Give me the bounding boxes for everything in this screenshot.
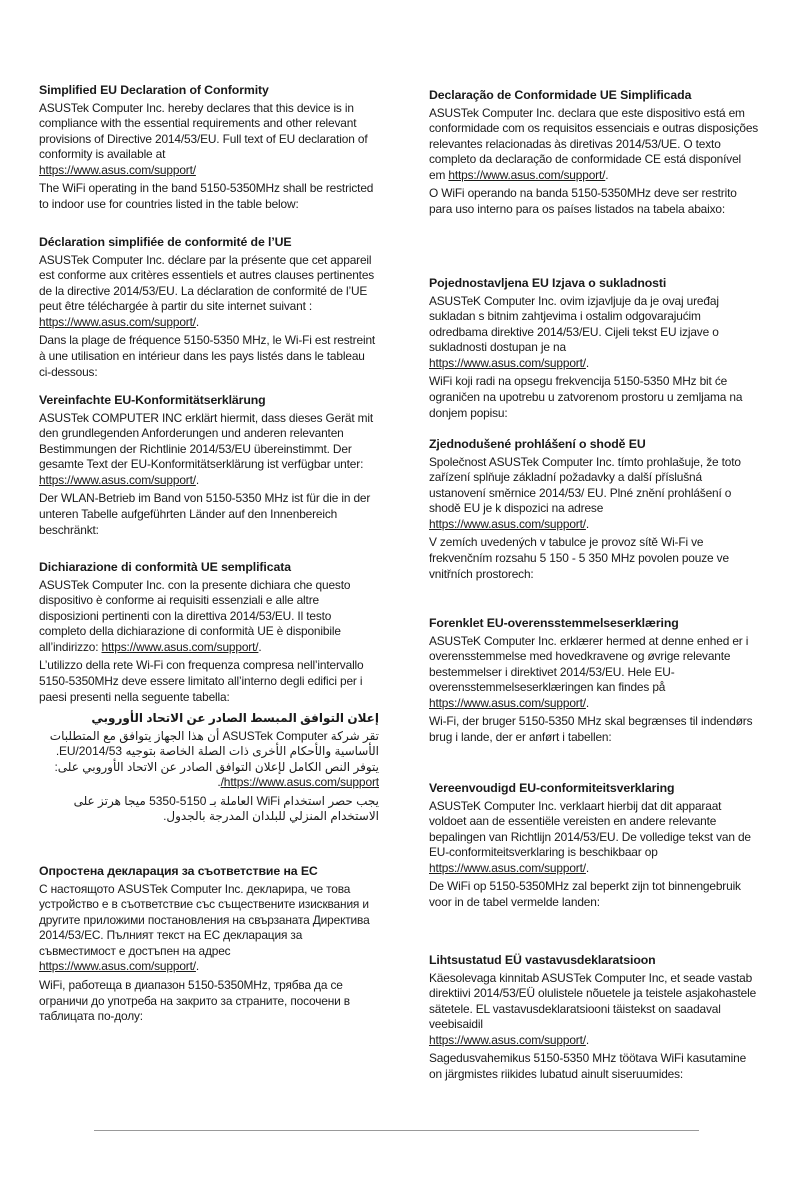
section-body: ASUSTek COMPUTER INC erklärt hiermit, dass dieses Gerät mit den grundlegenden Anforderungen und anderen relevanten Bestimmungen der Richtlinie 2014/53/EU übereinstimmt. Der gesamte Text der EU-Konformitätserklärung ist verfügbar unter: https://www.asus.com/support/. [39,410,374,487]
section-body: ASUSTek Computer Inc. hereby declares that this device is in compliance with the essential requirements and other relevant provisions of Directive 2014/53/EU. Full text of EU declaration of conformity is available at https://www.asus.com/support/ [39,100,368,177]
section-croatian [429,276,759,424]
band-restriction-text: De WiFi op 5150-5350MHz zal beperkt zijn tot binnengebruik voor in de tabel vermelde landen: [429,879,741,910]
section-title: Simplified EU Declaration of Conformity [39,83,269,97]
support-link[interactable]: https://www.asus.com/support/ [39,472,196,487]
section-title: Опростена декларация за съответствие на ЕС [39,864,318,878]
section-body: С настоящото ASUSTek Computer Inc. декларира, че това устройство е в съответствие със съществените изисквания и другите приложими постановления на свързаната Директива 2014/53/ЕС. Пълният текст на ЕС декларация за съвместимост е достъпен на адрес https://www.asus.com/support/. [39,881,370,974]
footer-divider [94,1130,699,1131]
band-restriction-text: L’utilizzo della rete Wi-Fi con frequenza compresa nell’intervallo 5150-5350MHz deve essere limitato all’interno degli edifici per i paesi presenti nella seguente tabella: [39,658,364,704]
support-link[interactable]: https://www.asus.com/support/ [220,775,379,790]
band-restriction-text: Der WLAN-Betrieb im Band von 5150-5350 MHz ist für die in der unteren Tabelle aufgeführten Länder auf den Innenbereich beschränkt: [39,491,371,537]
section-title: Declaração de Conformidade UE Simplificada [429,88,692,102]
section-title: Zjednodušené prohlášení o shodě EU [429,437,646,451]
band-restriction-text: WiFi koji radi na opsegu frekvencija 5150-5350 MHz bit će ograničen na upotrebu u zatvorenom prostoru u zemljama na donjem popisu: [429,374,743,420]
section-title: إعلان التوافق المبسط الصادر عن الاتحاد الأوروبي [91,711,379,725]
section-body: ASUSTek Computer Inc. déclare par la présente que cet appareil est conforme aux critères essentiels et autres clauses pertinentes de la directive 2014/53/EU. La déclaration de conformité de l’UE peut être téléchargée à partir du site internet suivant : https://www.asus.com/support/. [39,252,375,329]
section-title: Vereenvoudigd EU-conformiteitsverklaring [429,781,675,795]
band-restriction-text: يجب حصر استخدام WiFi العاملة بـ 5150-5350 ميجا هرتز على الاستخدام المنزلي للبلدان المدرجة بالجدول. [73,793,379,824]
section-danish [429,616,759,749]
band-restriction-text: WiFi, работеща в диапазон 5150-5350MHz, трябва да се ограничи до употреба на закрито за страните, посочени в таблицата по-долу: [39,978,350,1024]
support-link[interactable]: https://www.asus.com/support/ [448,167,606,182]
section-dutch [429,781,759,914]
section-title: Pojednostavljena EU Izjava o sukladnosti [429,276,667,290]
support-link[interactable]: https://www.asus.com/support/ [101,639,259,654]
section-portuguese [429,88,759,221]
section-french [39,235,379,383]
section-arabic [39,711,379,828]
section-title: Forenklet EU-overensstemmelseserklæring [429,616,679,630]
support-link[interactable]: https://www.asus.com/support/ [429,695,586,710]
section-body: ASUSTeK Computer Inc. erklærer hermed at denne enhed er i overensstemmelse med hovedkravene og øvrige relevante bestemmelser i direktivet 2014/53/EU. Hele EU-overensstemmelseserklæringen kan findes på https://www.asus.com/support/. [429,633,749,710]
support-link[interactable]: https://www.asus.com/support/ [39,162,196,177]
section-title: Vereinfachte EU-Konformitätserklärung [39,393,266,407]
section-body: ASUSTeK Computer Inc. ovim izjavljuje da je ovaj uređaj sukladan s bitnim zahtjevima i ostalim odgovarajućim odredbama direktive 2014/53/EU. Cijeli tekst EU izjave o sukladnosti dostupan je na https://www.asus.com/support/. [429,293,719,370]
section-body: ASUSTek Computer Inc. con la presente dichiara che questo dispositivo è conforme ai requisiti essenziali e alle altre disposizioni pertinenti con la direttiva 2014/53/EU. Il testo completo della dichiarazione di conformità UE è disponibile all’indirizzo: https://www.asus.com/support/. [39,577,351,654]
band-restriction-text: O WiFi operando na banda 5150-5350MHz deve ser restrito para uso interno para os países listados na tabela abaixo: [429,186,737,217]
section-german [39,393,379,541]
support-link[interactable]: https://www.asus.com/support/ [39,959,196,974]
support-link[interactable]: https://www.asus.com/support/ [429,1032,586,1047]
support-link[interactable]: https://www.asus.com/support/ [429,355,586,370]
section-title: Lihtsustatud EÜ vastavusdeklaratsioon [429,953,656,967]
section-italian [39,560,379,708]
section-czech [429,437,759,585]
support-link[interactable]: https://www.asus.com/support/ [429,516,586,531]
support-link[interactable]: https://www.asus.com/support/ [39,314,196,329]
band-restriction-text: The WiFi operating in the band 5150-5350MHz shall be restricted to indoor use for countries listed in the table below: [39,181,374,212]
section-english [39,83,379,216]
section-body: ASUSTeK Computer Inc. verklaart hierbij dat dit apparaat voldoet aan de essentiële vereisten en andere relevante bepalingen van Richtlijn 2014/53/EU. De volledige tekst van de EU-conformiteitsverklaring is beschikbaar op https://www.asus.com/support/. [429,798,751,875]
section-bulgarian [39,864,379,1028]
band-restriction-text: Dans la plage de fréquence 5150-5350 MHz, le Wi-Fi est restreint à une utilisation en intérieur dans les pays listés dans le tableau ci-dessous: [39,333,376,379]
section-title: Dichiarazione di conformità UE semplificata [39,560,291,574]
section-body: تقر شركة ASUSTek Computer أن هذا الجهاز يتوافق مع المتطلبات الأساسية والأحكام الأخرى ذات الصلة الخاصة بتوجيه 2014/53/EU. يتوفر النص الكامل لإعلان التوافق الصادر عن الاتحاد الأوروبي على: https://www.asus.com/support/. [49,728,379,790]
band-restriction-text: Wi-Fi, der bruger 5150-5350 MHz skal begrænses til indendørs brug i lande, der er anført i tabellen: [429,714,753,745]
support-link[interactable]: https://www.asus.com/support/ [429,860,586,875]
section-body: Käesolevaga kinnitab ASUSTek Computer Inc, et seade vastab direktiivi 2014/53/EÜ olulistele nõuetele ja teistele asjakohastele sätetele. EL vastavusdeklaratsiooni täistekst on saadaval veebisaidil https://www.asus.com/support/. [429,970,757,1047]
section-estonian [429,953,759,1086]
section-title: Déclaration simplifiée de conformité de l’UE [39,235,292,249]
band-restriction-text: Sagedusvahemikus 5150-5350 MHz töötava WiFi kasutamine on järgmistes riikides lubatud ainult siseruumides: [429,1051,747,1082]
section-body: Společnost ASUSTek Computer Inc. tímto prohlašuje, že toto zařízení splňuje základní požadavky a další příslušná ustanovení směrnice 2014/53/ EU. Plné znění prohlášení o shodě EU je k dispozici na adrese https://www.asus.com/support/. [429,454,741,531]
band-restriction-text: V zemích uvedených v tabulce je provoz sítě Wi-Fi ve frekvenčním rozsahu 5 150 - 5 350 MHz povolen pouze ve vnitřních prostorech: [429,535,729,581]
section-body: ASUSTek Computer Inc. declara que este dispositivo está em conformidade com os requisitos essenciais e outras disposições relevantes relacionadas às diretivas 2014/53/UE. O texto completo da declaração de conformidade CE está disponível em https://www.asus.com/support/. [429,105,759,182]
